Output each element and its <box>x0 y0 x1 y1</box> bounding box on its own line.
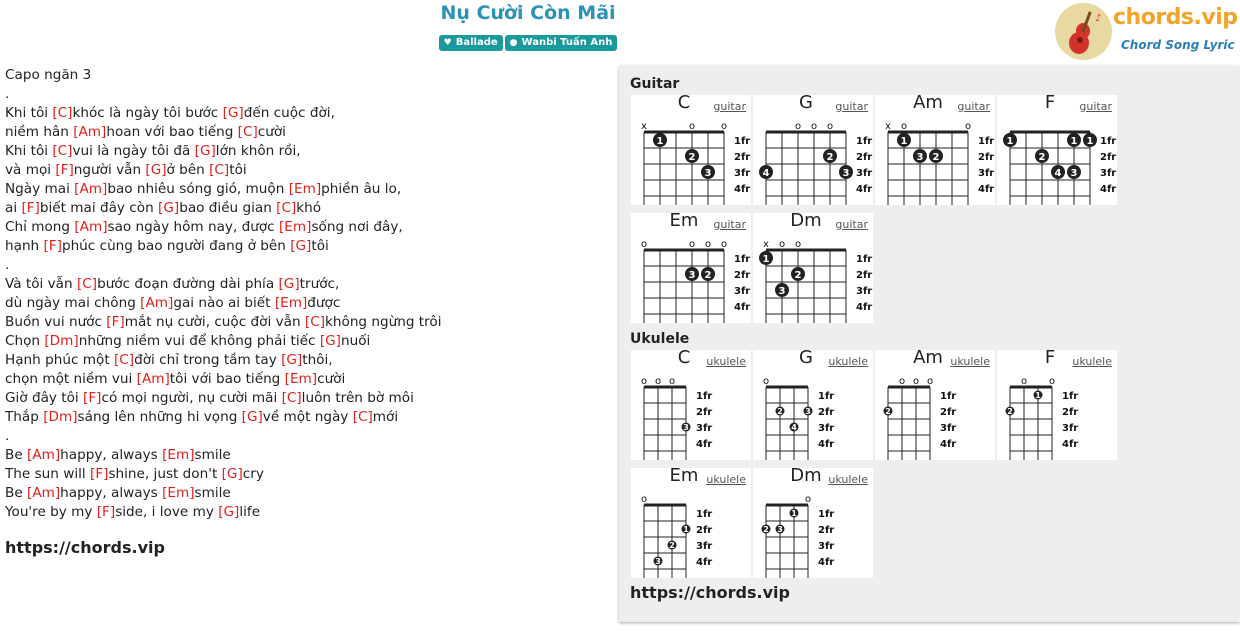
lyric-text: smile <box>194 447 231 463</box>
finger-number: 4 <box>762 168 770 179</box>
finger-number: 2 <box>885 407 891 416</box>
chord-panel <box>619 66 1240 622</box>
guitar-chord-card-f[interactable] <box>997 92 1117 205</box>
chord-marker[interactable]: [Dm] <box>44 333 79 349</box>
lyric-text: sáng lên những hi vọng <box>77 409 242 425</box>
lyric-text: gai nào ai biết <box>173 295 275 311</box>
lyric-line <box>5 161 605 180</box>
finger-number: 2 <box>932 152 940 163</box>
fret-label: 3fr <box>940 423 957 434</box>
chord-marker[interactable]: [F] <box>96 504 116 520</box>
chord-name: Am <box>913 92 943 113</box>
fret-label: 3fr <box>734 168 751 179</box>
chord-marker[interactable]: [G] <box>241 409 263 425</box>
lyric-line <box>5 370 605 389</box>
lyric-text: phiền âu lo, <box>321 181 402 197</box>
muted-string-mark: x <box>885 121 891 132</box>
lyric-text: không ngừng trôi <box>325 314 442 330</box>
fret-label: 4fr <box>856 302 873 313</box>
fret-label: 1fr <box>978 136 995 147</box>
lyric-text: side, i love my <box>115 504 219 520</box>
fret-label: 3fr <box>1062 423 1079 434</box>
finger-number: 3 <box>1070 168 1078 179</box>
finger-number: 1 <box>1006 136 1014 147</box>
finger-number: 1 <box>1086 136 1094 147</box>
finger-number: 1 <box>900 136 908 147</box>
song-tags <box>0 35 1056 51</box>
lyric-text: hạnh <box>5 238 44 254</box>
chord-marker[interactable]: [C] <box>281 390 302 406</box>
lyric-text: smile <box>194 485 231 501</box>
fret-label: 4fr <box>696 557 713 568</box>
lyric-text: những niềm vui để không phải tiếc <box>78 333 320 349</box>
finger-number: 1 <box>791 509 797 518</box>
lyric-text: sao ngày hôm nay, được <box>107 219 279 235</box>
chord-marker[interactable]: [F] <box>43 238 62 254</box>
lyric-text: life <box>239 504 261 520</box>
lyric-line <box>5 123 605 142</box>
lyric-text: Be <box>5 447 28 463</box>
instrument-link[interactable]: ukulele <box>828 473 868 486</box>
lyric-line <box>5 180 605 199</box>
ukulele-chord-card-dm[interactable] <box>753 465 873 578</box>
lyric-text: Chỉ mong <box>5 219 75 235</box>
fret-label: 4fr <box>818 557 835 568</box>
guitar-heading: Guitar <box>630 76 680 92</box>
lyric-text: nuối <box>340 333 371 349</box>
chord-marker[interactable]: [G] <box>221 466 243 482</box>
chord-name: Am <box>913 347 943 368</box>
chord-name: Dm <box>790 465 822 486</box>
fret-label: 4fr <box>940 439 957 450</box>
finger-number: 3 <box>842 168 850 179</box>
open-string-mark: o <box>778 239 786 250</box>
lyric-line <box>5 503 605 522</box>
lyric-text: happy, always <box>60 447 163 463</box>
fret-label: 1fr <box>696 509 713 520</box>
open-string-mark: o <box>1048 376 1056 387</box>
chord-marker[interactable]: [F] <box>90 466 109 482</box>
lyric-text: ở bên <box>166 162 210 178</box>
lyric-text: trước, <box>299 276 340 292</box>
fret-label: 3fr <box>696 423 713 434</box>
chord-marker[interactable]: [C] <box>113 352 135 368</box>
open-string-mark: o <box>688 121 696 132</box>
instrument-link[interactable]: ukulele <box>706 473 746 486</box>
lyric-text: có mọi người, nụ cười mãi <box>101 390 282 406</box>
lyric-text: Be <box>5 485 28 501</box>
open-string-mark: o <box>668 376 676 387</box>
ukulele-chord-card-am[interactable] <box>875 347 995 460</box>
lyric-text: khóc là ngày tôi bước <box>72 105 223 121</box>
open-string-mark: o <box>720 239 728 250</box>
instrument-link[interactable]: guitar <box>1079 100 1112 113</box>
lyric-text: bao điều gian <box>179 200 277 216</box>
finger-number: 4 <box>1054 168 1062 179</box>
fret-label: 2fr <box>734 152 751 163</box>
svg-text:♪: ♪ <box>1095 13 1102 24</box>
finger-number: 2 <box>704 270 712 281</box>
fret-label: 2fr <box>696 407 713 418</box>
open-string-mark: o <box>654 376 662 387</box>
lyric-line <box>5 199 605 218</box>
ukulele-chord-card-g[interactable] <box>753 347 873 460</box>
fret-label: 2fr <box>818 525 835 536</box>
panel-site-url[interactable]: https://chords.vip <box>630 583 790 602</box>
fret-label: 1fr <box>1062 391 1079 402</box>
fret-label: 4fr <box>734 302 751 313</box>
finger-number: 2 <box>1038 152 1046 163</box>
chord-name: Dm <box>790 210 822 231</box>
lyric-text: đời chỉ trong tầm tay <box>134 352 282 368</box>
chord-marker[interactable]: [F] <box>55 162 74 178</box>
open-string-mark: o <box>926 376 934 387</box>
chord-marker[interactable]: [Em] <box>162 485 195 501</box>
guitar-chord-card-g[interactable] <box>753 92 873 205</box>
fret-label: 3fr <box>696 541 713 552</box>
muted-string-mark: x <box>763 239 769 250</box>
fret-label: 2fr <box>818 407 835 418</box>
lyric-text: biết mai đây còn <box>39 200 159 216</box>
lyric-text: Và tôi vẫn <box>5 276 77 292</box>
chord-marker[interactable]: [G] <box>319 333 341 349</box>
chord-name: C <box>677 92 691 113</box>
lyric-text: niềm hân <box>5 124 74 140</box>
chord-name: C <box>677 347 691 368</box>
lyric-text: cười <box>317 371 346 387</box>
fret-label: 1fr <box>818 509 835 520</box>
chord-marker[interactable]: [Am] <box>74 219 108 235</box>
chord-name: F <box>1044 92 1056 113</box>
fret-label: 4fr <box>818 439 835 450</box>
lyric-line <box>5 313 605 332</box>
open-string-mark: o <box>1020 376 1028 387</box>
lyric-text: chọn một niềm vui <box>5 371 137 387</box>
lyric-text: và mọi <box>5 162 56 178</box>
chord-marker[interactable]: [Em] <box>288 181 322 197</box>
lyric-text: Khi tôi <box>5 143 53 159</box>
lyric-text: . <box>5 257 10 273</box>
site-url[interactable]: https://chords.vip <box>5 538 165 557</box>
fret-label: 2fr <box>1062 407 1079 418</box>
lyric-text: You're by my <box>5 504 97 520</box>
fret-label: 3fr <box>734 286 751 297</box>
guitar-chord-card-em[interactable] <box>631 210 751 323</box>
finger-number: 2 <box>669 541 675 550</box>
open-string-mark: o <box>898 376 906 387</box>
fret-label: 1fr <box>940 391 957 402</box>
lyric-line <box>5 427 605 446</box>
fret-label: 3fr <box>856 168 873 179</box>
fret-label: 3fr <box>856 286 873 297</box>
open-string-mark: o <box>912 376 920 387</box>
fret-label: 3fr <box>818 541 835 552</box>
lyric-text: Khi tôi <box>5 105 53 121</box>
finger-number: 1 <box>1035 391 1041 400</box>
finger-number: 1 <box>1070 136 1078 147</box>
fret-label: 1fr <box>734 254 751 265</box>
fret-label: 2fr <box>940 407 957 418</box>
guitar-chord-card-dm[interactable] <box>753 210 873 323</box>
lyric-text: Capo ngăn 3 <box>5 67 92 83</box>
fret-label: 2fr <box>978 152 995 163</box>
finger-number: 3 <box>777 525 783 534</box>
lyric-text: cry <box>242 466 264 482</box>
instrument-link[interactable]: guitar <box>835 100 868 113</box>
lyric-text: tôi với bao tiếng <box>169 371 285 387</box>
chord-marker[interactable]: [C] <box>237 124 258 140</box>
genre-label: Ballade <box>455 37 498 48</box>
lyric-text: luôn trên bờ môi <box>301 390 414 406</box>
guitar-logo-icon <box>1055 3 1112 60</box>
lyric-text: . <box>5 86 10 102</box>
chord-name: G <box>799 92 813 113</box>
chord-marker[interactable]: [C] <box>276 200 297 216</box>
open-string-mark: o <box>762 376 770 387</box>
finger-number: 2 <box>777 407 783 416</box>
instrument-link[interactable]: ukulele <box>828 355 868 368</box>
open-string-mark: o <box>794 121 802 132</box>
fret-label: 3fr <box>1100 168 1117 179</box>
lyric-text: sống nơi đây, <box>311 219 403 235</box>
chord-marker[interactable]: [C] <box>76 276 98 292</box>
lyric-text: ai <box>5 200 22 216</box>
finger-number: 1 <box>656 136 664 147</box>
fret-label: 2fr <box>1100 152 1117 163</box>
lyric-text: . <box>5 428 10 444</box>
ukulele-chord-card-em[interactable] <box>631 465 751 578</box>
lyric-text: phúc cùng bao người đang ở bên <box>61 238 291 254</box>
lyric-text: Chọn <box>5 333 45 349</box>
lyric-line <box>5 446 605 465</box>
lyric-line <box>5 484 605 503</box>
chord-marker[interactable]: [G] <box>290 238 312 254</box>
chord-marker[interactable]: [Am] <box>140 295 174 311</box>
chord-marker[interactable]: [F] <box>21 200 40 216</box>
song-title: Nụ Cười Còn Mãi <box>440 2 616 24</box>
instrument-link[interactable]: guitar <box>713 100 746 113</box>
chord-marker[interactable]: [Em] <box>162 447 195 463</box>
lyric-line <box>5 465 605 484</box>
chord-marker[interactable]: [Em] <box>278 219 312 235</box>
finger-number: 3 <box>805 407 811 416</box>
finger-number: 4 <box>791 423 797 432</box>
chord-marker[interactable]: [Am] <box>27 447 61 463</box>
finger-number: 2 <box>763 525 769 534</box>
lyric-text: mới <box>372 409 399 425</box>
genre-tag[interactable] <box>439 35 503 51</box>
lyric-line <box>5 104 605 123</box>
lyric-line <box>5 275 605 294</box>
chord-marker[interactable]: [F] <box>106 314 125 330</box>
chord-name: Em <box>669 210 699 231</box>
lyric-text: The sun will <box>5 466 91 482</box>
finger-number: 2 <box>826 152 834 163</box>
lyric-line <box>5 332 605 351</box>
open-string-mark: o <box>794 239 802 250</box>
instrument-link[interactable]: guitar <box>713 218 746 231</box>
finger-number: 3 <box>655 557 661 566</box>
fret-label: 4fr <box>1062 439 1079 450</box>
finger-number: 2 <box>1007 407 1013 416</box>
lyric-text: dù ngày mai chông <box>5 295 141 311</box>
open-string-mark: o <box>900 121 908 132</box>
lyric-line <box>5 85 605 104</box>
instrument-link[interactable]: guitar <box>957 100 990 113</box>
logo-brand: chords.vip <box>1113 5 1238 30</box>
ukulele-chord-card-c[interactable] <box>631 347 751 460</box>
chord-marker[interactable]: [Em] <box>274 295 308 311</box>
logo-tagline: Chord Song Lyric <box>1121 38 1235 52</box>
finger-number: 1 <box>683 525 689 534</box>
lyric-line <box>5 389 605 408</box>
open-string-mark: o <box>720 121 728 132</box>
chord-marker[interactable]: [Em] <box>284 371 318 387</box>
finger-number: 2 <box>688 152 696 163</box>
fret-label: 1fr <box>856 254 873 265</box>
instrument-link[interactable]: ukulele <box>950 355 990 368</box>
fret-label: 2fr <box>696 525 713 536</box>
lyric-text: người vẫn <box>73 162 146 178</box>
instrument-link[interactable]: ukulele <box>1072 355 1112 368</box>
guitar-chord-card-c[interactable] <box>631 92 751 205</box>
fret-label: 4fr <box>856 184 873 195</box>
artist-tag[interactable] <box>505 35 618 51</box>
lyric-line <box>5 256 605 275</box>
lyric-text: cười <box>257 124 286 140</box>
guitar-chord-card-am[interactable] <box>875 92 995 205</box>
lyric-text: shine, just don't <box>108 466 222 482</box>
finger-number: 2 <box>794 270 802 281</box>
chord-marker[interactable]: [Dm] <box>43 409 78 425</box>
lyric-line <box>5 237 605 256</box>
lyrics-body <box>5 66 605 522</box>
lyric-line <box>5 142 605 161</box>
fret-label: 4fr <box>1100 184 1117 195</box>
finger-number: 3 <box>916 152 924 163</box>
chord-marker[interactable]: [G] <box>278 276 300 292</box>
chord-marker[interactable]: [Am] <box>136 371 170 387</box>
chord-marker[interactable]: [Am] <box>74 181 108 197</box>
lyric-text: bước đoạn đường dài phía <box>97 276 279 292</box>
lyric-text: Giờ đây tôi <box>5 390 84 406</box>
chord-marker[interactable]: [C] <box>352 409 373 425</box>
lyric-text: về một ngày <box>262 409 353 425</box>
fret-label: 2fr <box>734 270 751 281</box>
fret-label: 2fr <box>856 270 873 281</box>
chord-marker[interactable]: [G] <box>194 143 216 159</box>
chord-marker[interactable]: [Am] <box>73 124 107 140</box>
instrument-link[interactable]: ukulele <box>706 355 746 368</box>
open-string-mark: o <box>804 494 812 505</box>
lyric-line <box>5 218 605 237</box>
lyric-text: tôi <box>229 162 247 178</box>
lyric-line <box>5 408 605 427</box>
chord-marker[interactable]: [C] <box>304 314 326 330</box>
chord-name: Em <box>669 465 699 486</box>
lyric-text: Buồn vui nước <box>5 314 107 330</box>
lyric-text: Hạnh phúc một <box>5 352 114 368</box>
finger-number: 1 <box>762 254 770 265</box>
lyric-text: Thắp <box>5 409 44 425</box>
ukulele-chord-card-f[interactable] <box>997 347 1117 460</box>
fret-label: 3fr <box>978 168 995 179</box>
chord-marker[interactable]: [G] <box>158 200 180 216</box>
chord-marker[interactable]: [G] <box>218 504 240 520</box>
finger-number: 3 <box>688 270 696 281</box>
open-string-mark: o <box>704 239 712 250</box>
lyric-text: happy, always <box>60 485 163 501</box>
lyric-text: đến cuộc đời, <box>243 105 335 121</box>
open-string-mark: o <box>640 494 648 505</box>
fret-label: 4fr <box>696 439 713 450</box>
fret-label: 1fr <box>818 391 835 402</box>
lyric-text: mắt nụ cười, cuộc đời vẫn <box>124 314 305 330</box>
finger-number: 3 <box>778 286 786 297</box>
fret-label: 1fr <box>856 136 873 147</box>
chord-marker[interactable]: [C] <box>209 162 230 178</box>
site-logo[interactable] <box>1055 3 1238 61</box>
finger-number: 3 <box>704 168 712 179</box>
ukulele-heading: Ukulele <box>630 331 690 347</box>
open-string-mark: o <box>964 121 972 132</box>
user-icon: ● <box>509 38 518 48</box>
open-string-mark: o <box>688 239 696 250</box>
chord-marker[interactable]: [G] <box>145 162 167 178</box>
lyric-line <box>5 351 605 370</box>
fret-label: 1fr <box>1100 136 1117 147</box>
chord-marker[interactable]: [C] <box>52 143 73 159</box>
lyric-text: vui là ngày tôi đã <box>72 143 195 159</box>
lyric-text: lớn khôn rồi, <box>215 143 301 159</box>
lyric-text: bao nhiêu sóng gió, muộn <box>107 181 289 197</box>
lyric-text: tôi <box>311 238 329 254</box>
fret-label: 3fr <box>818 423 835 434</box>
open-string-mark: o <box>640 376 648 387</box>
fret-label: 1fr <box>734 136 751 147</box>
chord-name: F <box>1044 347 1056 368</box>
muted-string-mark: x <box>641 121 647 132</box>
chord-marker[interactable]: [G] <box>222 105 244 121</box>
lyric-line <box>5 294 605 313</box>
open-string-mark: o <box>810 121 818 132</box>
lyric-text: khó <box>296 200 322 216</box>
open-string-mark: o <box>640 239 648 250</box>
instrument-link[interactable]: guitar <box>835 218 868 231</box>
fret-label: 2fr <box>856 152 873 163</box>
lyric-line <box>5 66 605 85</box>
lyric-text: Ngày mai <box>5 181 75 197</box>
fret-label: 4fr <box>734 184 751 195</box>
artist-label: Wanbi Tuấn Anh <box>521 37 613 48</box>
chord-name: G <box>799 347 813 368</box>
fret-label: 4fr <box>978 184 995 195</box>
finger-number: 3 <box>683 423 689 432</box>
chord-marker[interactable]: [C] <box>52 105 73 121</box>
lyric-text: thôi, <box>302 352 333 368</box>
lyric-text: hoan với bao tiếng <box>106 124 238 140</box>
chord-marker[interactable]: [G] <box>281 352 303 368</box>
heart-icon: ♥ <box>443 38 452 48</box>
fret-label: 1fr <box>696 391 713 402</box>
open-string-mark: o <box>826 121 834 132</box>
lyric-text: được <box>307 295 341 311</box>
chord-marker[interactable]: [F] <box>83 390 102 406</box>
chord-marker[interactable]: [Am] <box>27 485 61 501</box>
